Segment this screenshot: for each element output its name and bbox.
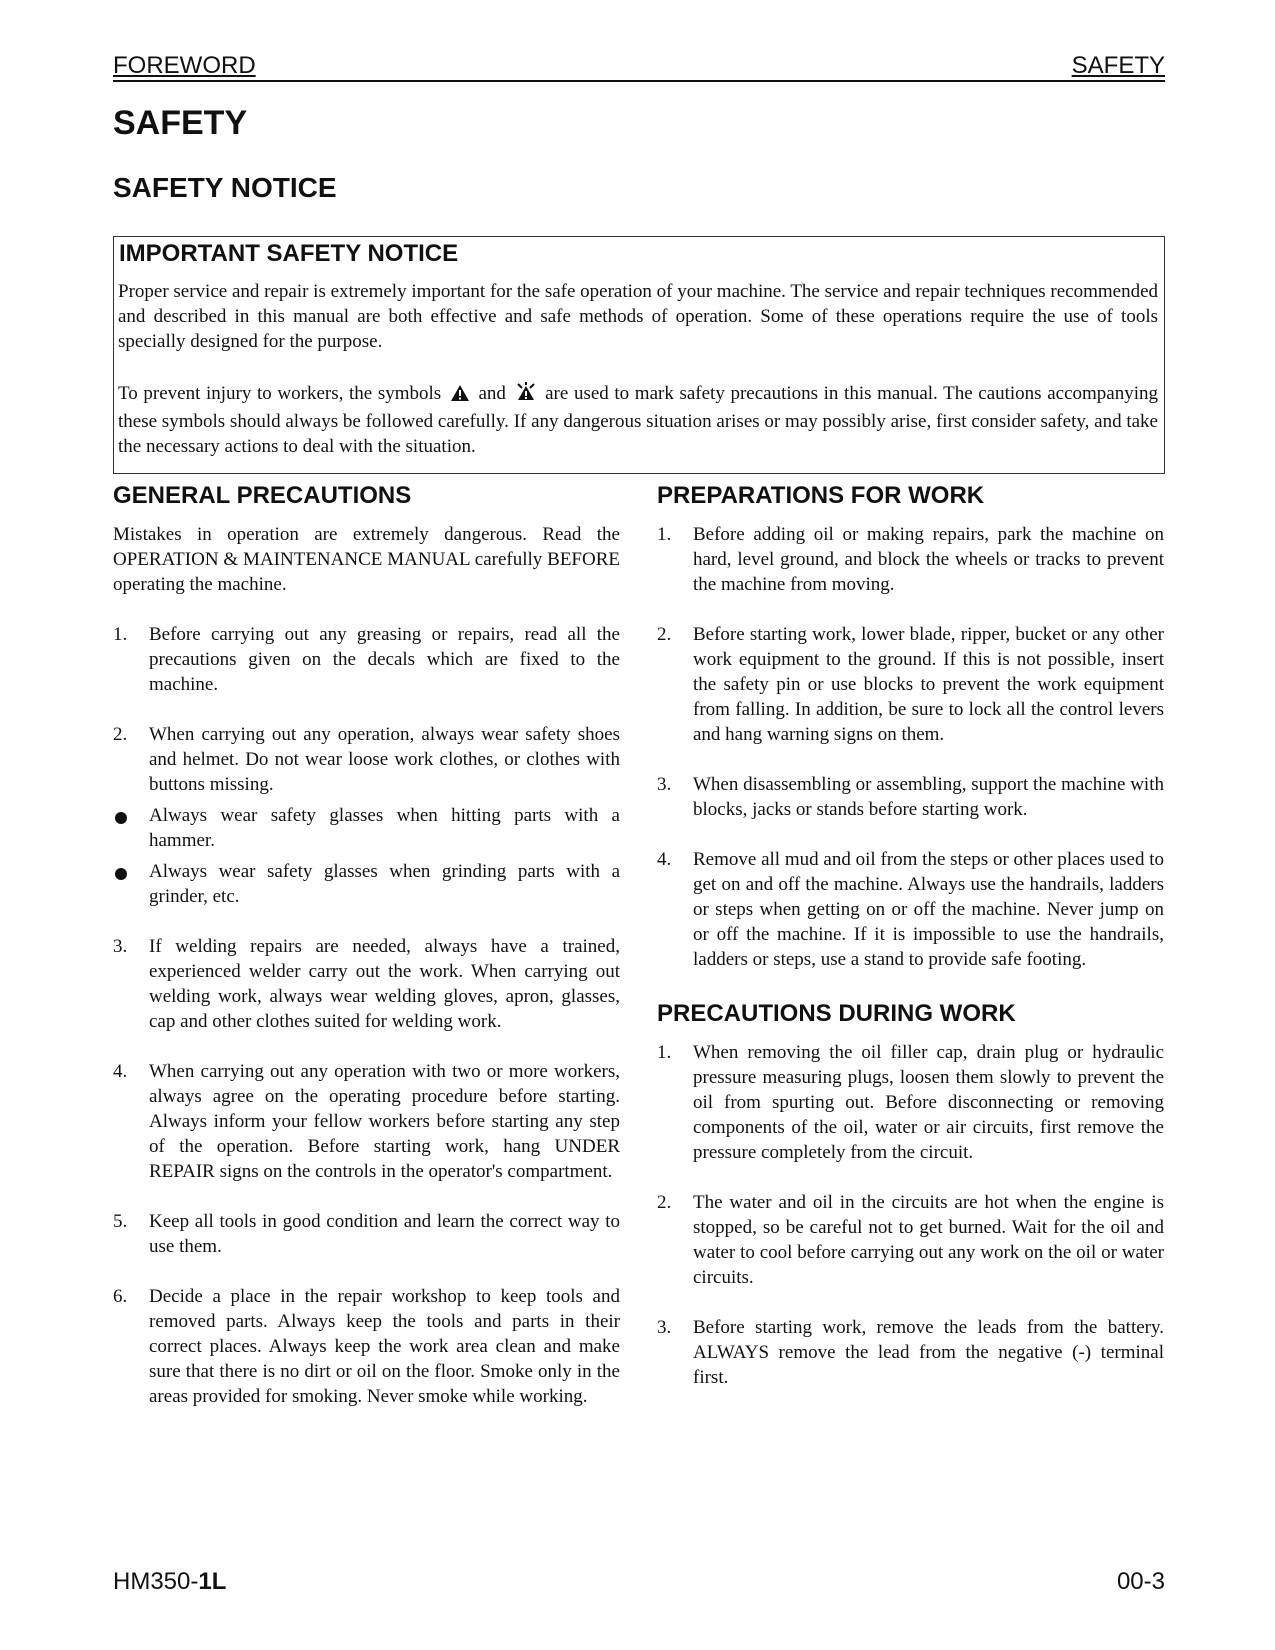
page-title: SAFETY	[113, 104, 248, 142]
item-text: Before adding oil or making repairs, park the machine on hard, level ground, and block the wheels or tracks to prevent the machine from moving.	[693, 524, 1164, 595]
item-number: 2.	[113, 724, 128, 745]
during-work-heading: PRECAUTIONS DURING WORK	[657, 1000, 1016, 1027]
item-number: 4.	[657, 849, 672, 870]
item-number: 4.	[113, 1061, 128, 1082]
list-item	[657, 1315, 1164, 1390]
item-text: Always wear safety glasses when grinding parts with a grinder, etc.	[149, 861, 620, 907]
item-number: 1.	[657, 1042, 672, 1063]
item-number: 3.	[113, 936, 128, 957]
item-text: Before starting work, remove the leads from the battery. ALWAYS remove the lead from the negative (-) terminal first.	[693, 1317, 1164, 1388]
general-intro: Mistakes in operation are extremely dangerous. Read the OPERATION & MAINTENANCE MANUAL carefully BEFORE operating the machine.	[113, 524, 620, 595]
bullet-item	[113, 859, 620, 909]
preparations-heading: PREPARATIONS FOR WORK	[657, 482, 985, 509]
header-chapter-label: SAFETY	[1071, 52, 1165, 79]
bullet-icon	[115, 868, 127, 880]
list-item	[113, 1284, 620, 1409]
running-header	[113, 52, 1165, 82]
general-precautions-heading: GENERAL PRECAUTIONS	[113, 482, 412, 509]
general-precautions-column	[113, 482, 620, 1409]
list-item	[113, 1059, 620, 1184]
item-number: 3.	[657, 774, 672, 795]
notice-title: IMPORTANT SAFETY NOTICE	[119, 240, 459, 267]
list-item	[113, 1209, 620, 1259]
footer-page-number: 00-3	[1116, 1568, 1165, 1595]
item-text: When removing the oil filler cap, drain plug or hydraulic pressure measuring plugs, loosen them slowly to prevent the oil from spurting out. Before disconnecting or removing components of the oil, water or air circuits, first remove the pressure completely from the circuit.	[693, 1042, 1164, 1163]
important-safety-notice-box	[113, 236, 1165, 474]
item-text: Always wear safety glasses when hitting parts with a hammer.	[149, 805, 620, 851]
warning-triangle-icon	[450, 384, 470, 409]
list-item	[657, 622, 1164, 747]
safety-alert-icon	[515, 382, 537, 409]
section-title: SAFETY NOTICE	[113, 172, 337, 203]
list-item	[657, 772, 1164, 822]
list-item	[113, 722, 620, 797]
item-text: Remove all mud and oil from the steps or other places used to get on and off the machine. Always use the handrails, ladders or steps when getting on or off the machine. Never jump on or off the machine. If it is impossible to use the handrails, ladders or steps, use a stand to provide safe footing.	[693, 849, 1164, 970]
header-section-label: FOREWORD	[113, 52, 256, 79]
item-text: When carrying out any operation with two or more workers, always agree on the operating procedure before starting. Always inform your fellow workers before starting any step of the operation. Before starting work, hang UNDER REPAIR signs on the controls in the operator's compartment.	[149, 1061, 620, 1182]
item-text: Decide a place in the repair workshop to keep tools and removed parts. Always keep the tools and parts in their correct places. Always keep the work area clean and make sure that there is no dirt or oil on the floor. Smoke only in the areas provided for smoking. Never smoke while working.	[149, 1286, 620, 1407]
item-number: 3.	[657, 1317, 672, 1338]
footer-model-prefix: HM350-	[113, 1568, 199, 1595]
item-text: When disassembling or assembling, support the machine with blocks, jacks or stands before starting work.	[693, 774, 1164, 820]
list-item	[657, 522, 1164, 597]
notice-p2-and: and	[478, 383, 506, 404]
notice-p2-before: To prevent injury to workers, the symbols	[118, 383, 442, 404]
item-number: 1.	[113, 624, 128, 645]
preparations-column	[657, 482, 1164, 1390]
footer-model	[113, 1568, 226, 1596]
footer-model-suffix: 1L	[198, 1568, 227, 1595]
item-number: 6.	[113, 1286, 128, 1307]
item-text: If welding repairs are needed, always have a trained, experienced welder carry out the work. When carrying out welding work, always wear welding gloves, apron, glasses, cap and other clothes suited for welding work.	[149, 936, 620, 1032]
bullet-icon	[115, 812, 127, 824]
notice-p2-after: are used to mark safety precautions in this manual. The cautions accompanying these symbols should always be followed carefully. If any dangerous situation arises or may possibly arise, first consider safety, and take the necessary actions to deal with the situation.	[118, 383, 1158, 457]
notice-paragraph-2	[118, 381, 1158, 459]
item-text: When carrying out any operation, always wear safety shoes and helmet. Do not wear loose work clothes, or clothes with buttons missing.	[149, 724, 620, 795]
item-text: Keep all tools in good condition and learn the correct way to use them.	[149, 1211, 620, 1257]
list-item	[113, 622, 620, 697]
item-number: 2.	[657, 624, 672, 645]
item-text: The water and oil in the circuits are hot when the engine is stopped, so be careful not to get burned. Wait for the oil and water to cool before carrying out any work on the oil or water circuits.	[693, 1192, 1164, 1288]
list-item	[657, 1190, 1164, 1290]
item-number: 1.	[657, 524, 672, 545]
item-number: 5.	[113, 1211, 128, 1232]
item-number: 2.	[657, 1192, 672, 1213]
item-text: Before carrying out any greasing or repairs, read all the precautions given on the decals which are fixed to the machine.	[149, 624, 620, 695]
notice-paragraph-1: Proper service and repair is extremely important for the safe operation of your machine. The service and repair techniques recommended and described in this manual are both effective and safe methods of operation. Some of these operations require the use of tools specially designed for the purpose.	[118, 281, 1159, 352]
list-item	[657, 1040, 1164, 1165]
item-text: Before starting work, lower blade, ripper, bucket or any other work equipment to the ground. If this is not possible, insert the safety pin or use blocks to prevent the work equipment from falling. In addition, be sure to lock all the control levers and hang warning signs on them.	[693, 624, 1164, 745]
bullet-item	[113, 803, 620, 853]
list-item	[657, 847, 1164, 972]
list-item	[113, 934, 620, 1034]
